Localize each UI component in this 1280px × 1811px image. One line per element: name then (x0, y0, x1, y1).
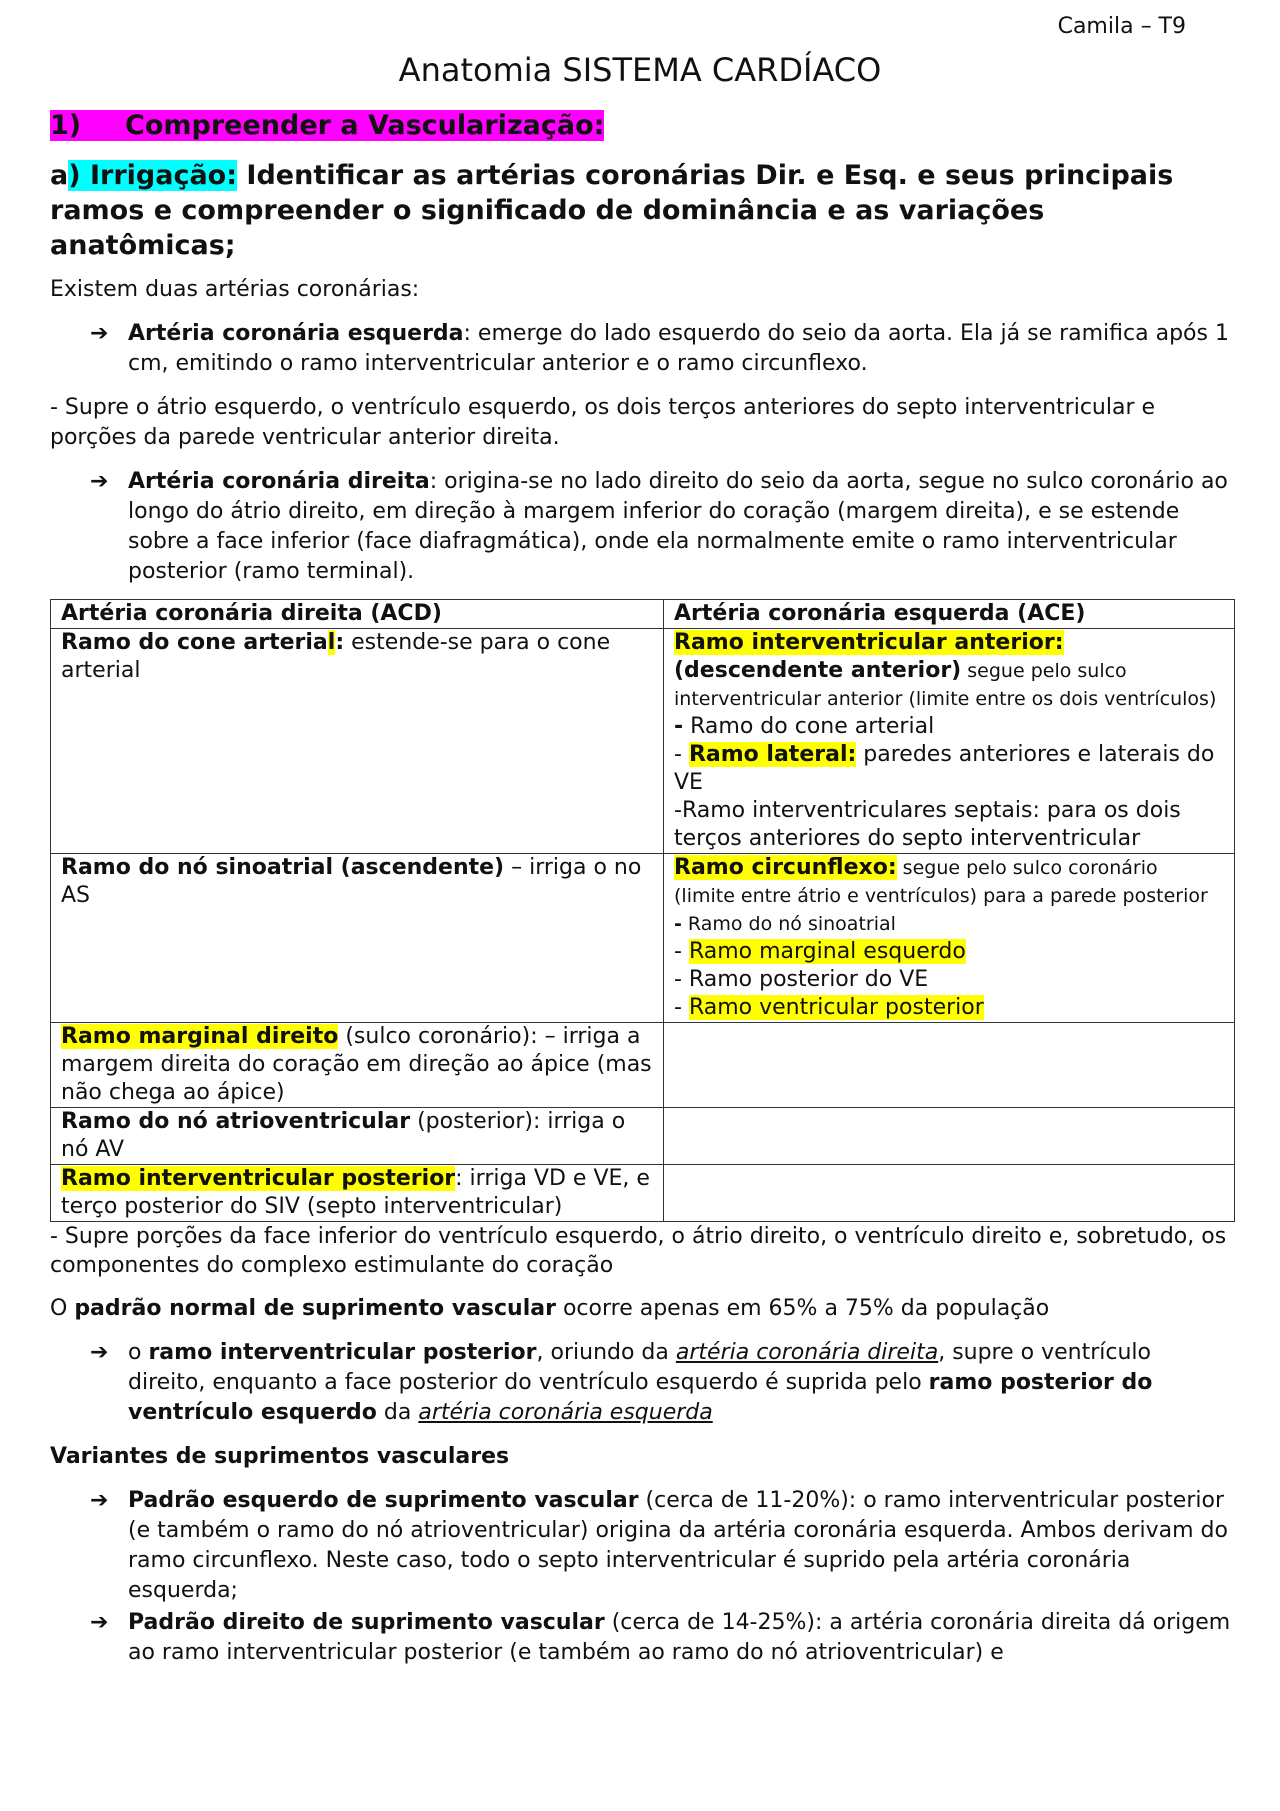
cell-small-text: Ramo do nó sinoatrial (681, 913, 896, 935)
cell-highlight: Ramo marginal direito (61, 1024, 339, 1049)
cell-dash: - (674, 714, 684, 739)
document-body (50, 108, 1235, 1670)
cell-bold: (descendente anterior) (674, 658, 962, 683)
cell-highlight: Ramo interventricular anterior: (674, 630, 1064, 655)
pattern-bullet-underline: artéria coronária direita (675, 1340, 939, 1365)
pattern-bullet-bold: ramo posterior do ventrículo esquerdo (128, 1370, 1153, 1425)
pattern-post: ocorre apenas em 65% a 75% da população (555, 1296, 1050, 1321)
section-number: 1) (50, 110, 82, 141)
cell-text: - Ramo posterior do VE (674, 967, 929, 992)
bullet-ace-text: : emerge do lado esquerdo do seio da aorta. Ela já se ramifica após 1 cm, emitindo o ramo interventricular anterior e o ramo circunflexo. (128, 321, 1229, 376)
table-row (51, 629, 1235, 854)
table-row (51, 854, 1235, 1023)
cell-highlight: Ramo lateral: (688, 742, 857, 767)
subsection-heading (50, 158, 1235, 263)
variant-right-bold: Padrão direito de suprimento vascular (128, 1610, 605, 1635)
table-cell (51, 629, 664, 854)
cell-highlight: Ramo interventricular posterior (61, 1166, 456, 1191)
table-cell (51, 1023, 664, 1108)
pattern-pre: O (50, 1296, 75, 1321)
pattern-bullet-text: o (128, 1340, 149, 1365)
table-cell (51, 1108, 664, 1165)
cell-bold: Ramo do nó atrioventricular (61, 1109, 411, 1134)
cell-highlight: l (327, 630, 336, 655)
cell-bold: : (335, 630, 345, 655)
intro-text: Existem duas artérias coronárias: (50, 277, 420, 302)
section-heading (50, 108, 1235, 144)
table-header-cell (664, 600, 1235, 629)
variants-heading (50, 1442, 1235, 1472)
cell-text: estende-se para o cone arterial (61, 630, 611, 683)
table-header-cell (51, 600, 664, 629)
cell-text: Ramo do cone arterial (683, 714, 935, 739)
table-row (51, 1023, 1235, 1108)
arrow-right-icon: ➔ (90, 1340, 109, 1365)
arrow-right-icon: ➔ (90, 469, 109, 494)
cell-text: -Ramo interventriculares septais: para os dois terços anteriores do septo interventricular (674, 798, 1181, 851)
cell-dash: - (674, 939, 689, 964)
table-cell (51, 1165, 664, 1222)
table-cell-empty (664, 1108, 1235, 1165)
bullet-acd-bold: Artéria coronária direita (128, 469, 430, 494)
arrow-right-icon: ➔ (90, 1488, 109, 1513)
table-cell-empty (664, 1023, 1235, 1108)
cell-bold: Ramo do cone arteria (61, 630, 328, 655)
header-acd: Artéria coronária direita (ACD) (61, 601, 442, 626)
section-heading-highlight (50, 110, 604, 141)
cell-highlight: Ramo marginal esquerdo (688, 939, 966, 964)
subsection-prefix: a (50, 160, 69, 191)
cell-small-text: segue pelo sulco interventricular anterior (limite entre os dois ventrículos) (674, 660, 1217, 710)
pattern-text (50, 1294, 1235, 1324)
variant-left-text: (cerca de 11-20%): o ramo interventricular posterior (e também o ramo do nó atrioventricular) origina da artéria coronária esquerda. Ambos derivam do ramo circunflexo. Neste caso, todo o septo interventricular é suprido pela artéria coronária esquerda; (128, 1488, 1228, 1603)
variants-title: Variantes de suprimentos vasculares (50, 1444, 510, 1469)
arrow-right-icon: ➔ (90, 1610, 109, 1635)
variant-left-bold: Padrão esquerdo de suprimento vascular (128, 1488, 639, 1513)
cell-text: (posterior): irriga o nó AV (61, 1109, 626, 1162)
bullet-acd (50, 467, 1235, 587)
cell-dash: - (674, 995, 689, 1020)
cell-text: paredes anteriores e laterais do VE (674, 742, 1215, 795)
table-row (51, 1108, 1235, 1165)
cell-text: : irriga VD e VE, e terço posterior do SIV (septo interventricular) (61, 1166, 650, 1219)
table-cell (664, 629, 1235, 854)
pattern-bold: padrão normal de suprimento vascular (74, 1296, 556, 1321)
table-cell (664, 854, 1235, 1023)
bullet-ace-bold: Artéria coronária esquerda (128, 321, 464, 346)
section-title: Compreender a Vascularização: (125, 110, 605, 141)
cell-highlight: Ramo ventricular posterior (688, 995, 984, 1020)
arrow-right-icon: ➔ (90, 321, 109, 346)
cell-text: (sulco coronário): – irriga a margem direita do coração em direção ao ápice (mas não chega ao ápice) (61, 1024, 652, 1105)
pattern-bullet-text: , supre o ventrículo direito, enquanto a face posterior do ventrículo esquerdo é suprida pelo (128, 1340, 1151, 1395)
cell-highlight: Ramo circunflexo: (674, 855, 897, 880)
pattern-bullet-text: da (376, 1400, 419, 1425)
bullet-acd-text: : origina-se no lado direito do seio da aorta, segue no sulco coronário ao longo do átrio direito, em direção à margem inferior do coração (margem direita), e se estende sobre a face inferior (face diafragmática), onde ela normalmente emite o ramo interventricular posterior (ramo terminal). (128, 469, 1228, 584)
pattern-bullet-text: , oriundo da (536, 1340, 676, 1365)
header-ace: Artéria coronária esquerda (ACE) (674, 601, 1086, 626)
cell-dash: - (674, 742, 689, 767)
pattern-bullet-bold: ramo interventricular posterior (148, 1340, 537, 1365)
cell-small-text: segue pelo sulco coronário (limite entre átrio e ventrículos) para a parede posterior (674, 857, 1208, 907)
table-cell (51, 854, 664, 1023)
table-row (51, 1165, 1235, 1222)
author-label: Camila – T9 (1057, 14, 1186, 39)
cell-text: – irriga o no AS (61, 855, 642, 908)
table-cell-empty (664, 1165, 1235, 1222)
ace-supply-text: - Supre o átrio esquerdo, o ventrículo esquerdo, os dois terços anteriores do septo interventricular e porções da parede ventricular anterior direita. (50, 395, 1156, 450)
acd-supply-text: - Supre porções da face inferior do ventrículo esquerdo, o átrio direito, o ventrículo direito e, sobretudo, os componentes do complexo estimulante do coração (50, 1224, 1227, 1278)
coronary-table (50, 599, 1235, 1222)
bullet-pattern (50, 1338, 1235, 1428)
bullet-variant-left (50, 1486, 1235, 1606)
page-title: Anatomia SISTEMA CARDÍACO (398, 51, 882, 89)
subsection-text: Identificar as artérias coronárias Dir. e Esq. e seus principais ramos e compreender o significado de dominância e as variações anatômicas; (50, 160, 1174, 261)
pattern-bullet-underline: artéria coronária esquerda (418, 1400, 713, 1425)
variant-right-text: (cerca de 14-25%): a artéria coronária direita dá origem ao ramo interventricular posterior (e também ao ramo do nó atrioventricular) e (128, 1610, 1231, 1665)
cell-bold: Ramo do nó sinoatrial (ascendente) (61, 855, 505, 880)
table-header-row (51, 600, 1235, 629)
bullet-variant-right (50, 1608, 1235, 1668)
subsection-highlight: ) Irrigação: (68, 160, 238, 191)
bullet-ace (50, 319, 1235, 379)
cell-dash: - (674, 913, 682, 935)
